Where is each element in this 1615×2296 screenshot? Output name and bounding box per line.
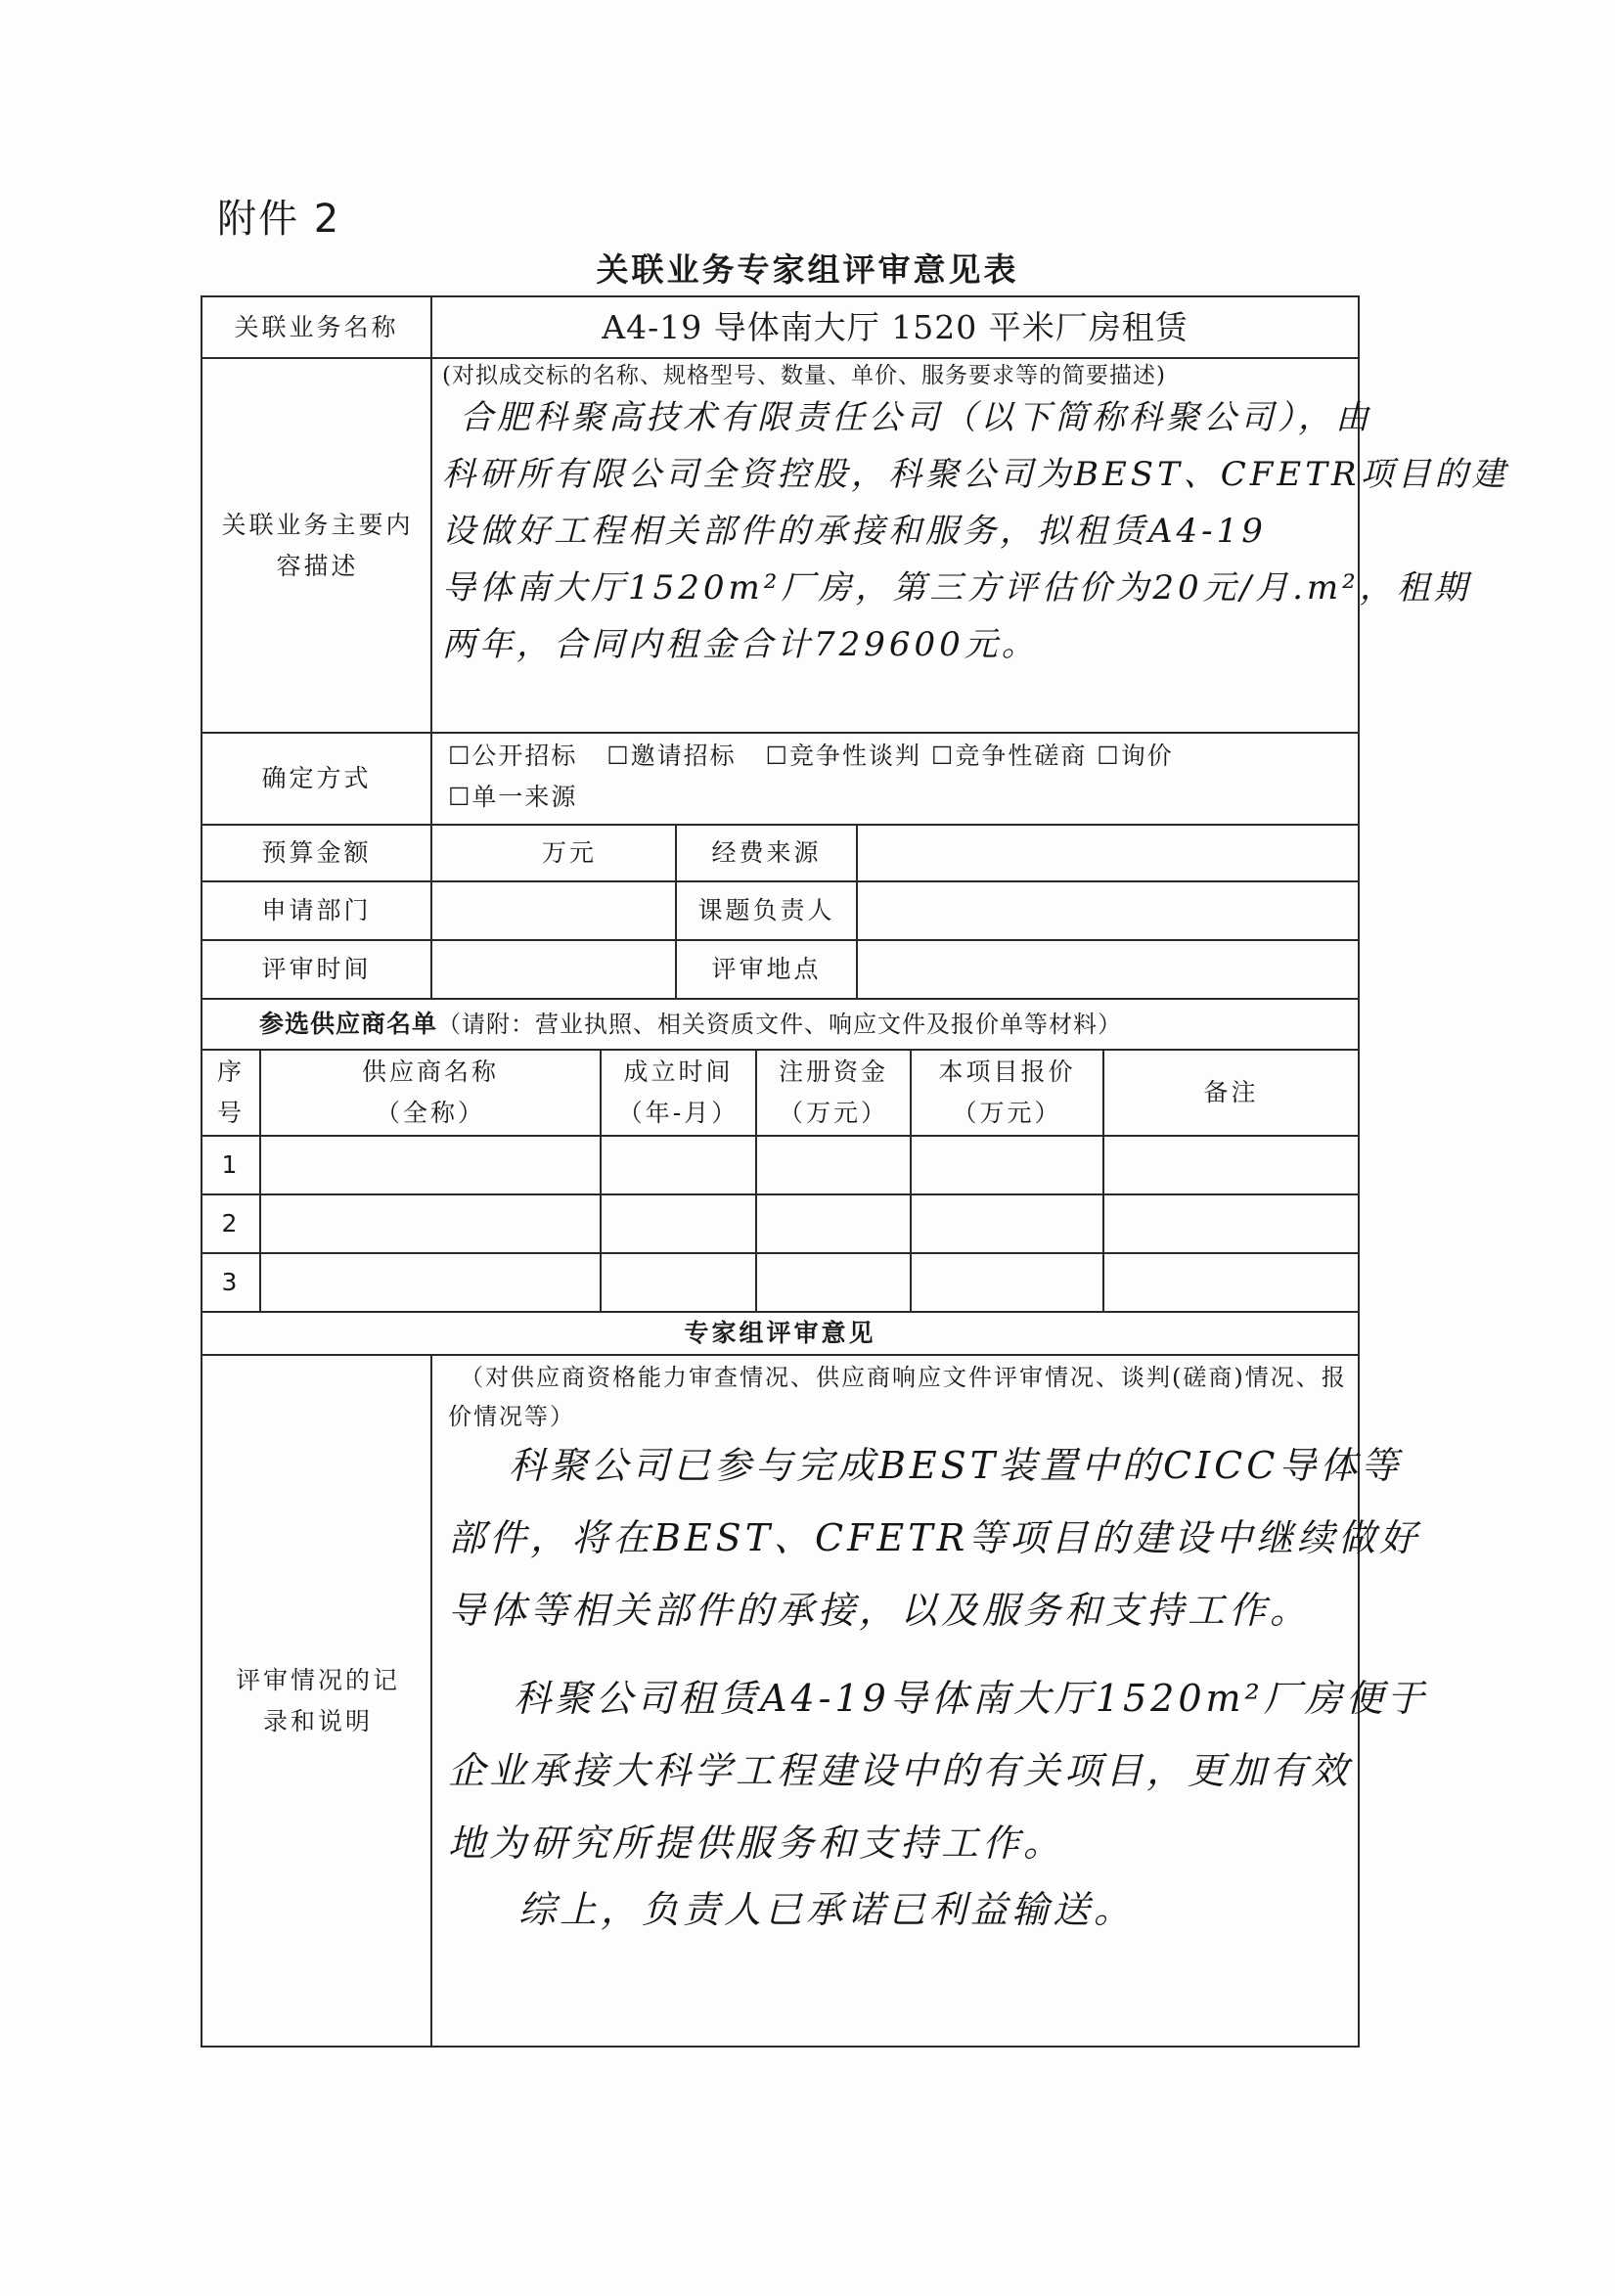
business-name-value: A4-19 导体南大厅 1520 平米厂房租赁 — [602, 307, 1189, 346]
content-line: 科研所有限公司全资控股，科聚公司为BEST、CFETR项目的建 — [442, 455, 1509, 494]
supplier-section-header — [202, 1000, 1358, 1049]
leader-label: 课题负责人 — [697, 896, 835, 924]
supplier-row-seq: 2 — [221, 1209, 241, 1238]
review-line: 综上，负责人已承诺已利益输送。 — [518, 1888, 1136, 1931]
review-hint: （对供应商资格能力审查情况、供应商响应文件评审情况、谈判(磋商)情况、报价情况等） — [448, 1364, 1347, 1430]
content-label: 关联业务主要内容描述 — [221, 510, 414, 580]
content-line: 合肥科聚高技术有限责任公司（以下简称科聚公司），由 — [460, 398, 1372, 437]
budget-unit: 万元 — [541, 838, 597, 867]
content-line: 两年，合同内租金合计729600元。 — [442, 625, 1039, 664]
supplier-header-name: 供应商名称 （全称） — [361, 1058, 499, 1127]
supplier-row-seq: 3 — [221, 1268, 241, 1296]
method-inquiry-checkbox[interactable]: ☐询价 — [1097, 742, 1174, 770]
supplier-header-quote: 本项目报价 （万元） — [938, 1058, 1076, 1127]
method-open-tender-checkbox[interactable]: ☐公开招标 — [448, 742, 578, 770]
review-place-label: 评审地点 — [711, 955, 822, 983]
method-competitive-consultation-checkbox[interactable]: ☐竞争性磋商 — [930, 742, 1088, 770]
review-record-label: 评审情况的记录和说明 — [235, 1665, 400, 1735]
method-options — [448, 736, 1348, 818]
budget-label: 预算金额 — [261, 838, 372, 867]
supplier-section-note: （请附：营业执照、相关资质文件、响应文件及报价单等材料） — [437, 1011, 1123, 1038]
review-time-label: 评审时间 — [261, 955, 372, 983]
supplier-header-remark: 备注 — [1203, 1078, 1259, 1106]
review-line: 科聚公司已参与完成BEST装置中的CICC导体等 — [509, 1444, 1403, 1487]
supplier-header-founded: 成立时间 （年-月） — [617, 1058, 740, 1127]
supplier-section-title: 参选供应商名单 — [259, 1010, 438, 1038]
supplier-header-seq: 序 号 — [216, 1058, 245, 1127]
method-invited-tender-checkbox[interactable]: ☐邀请招标 — [606, 742, 737, 770]
review-line: 科聚公司租赁A4-19导体南大厅1520m²厂房便于 — [514, 1677, 1428, 1720]
document-title: 关联业务专家组评审意见表 — [596, 250, 1019, 289]
method-single-source-checkbox[interactable]: ☐单一来源 — [448, 783, 578, 811]
expert-section-title: 专家组评审意见 — [684, 1319, 876, 1347]
content-line: 导体南大厅1520m²厂房，第三方评估价为20元/月.m²，租期 — [442, 568, 1471, 608]
content-hint: (对拟成交标的名称、规格型号、数量、单价、服务要求等的简要描述) — [442, 363, 1166, 388]
fund-source-label: 经费来源 — [711, 838, 822, 867]
method-label: 确定方式 — [261, 764, 372, 792]
attachment-label: 附件 2 — [217, 197, 341, 242]
business-name-label: 关联业务名称 — [234, 312, 399, 341]
review-line: 部件，将在BEST、CFETR等项目的建设中继续做好 — [448, 1516, 1421, 1559]
supplier-header-capital: 注册资金 （万元） — [778, 1058, 888, 1127]
content-line: 设做好工程相关部件的承接和服务，拟租赁A4-19 — [442, 512, 1267, 551]
review-line: 企业承接大科学工程建设中的有关项目，更加有效 — [448, 1749, 1353, 1792]
review-line: 地为研究所提供服务和支持工作。 — [448, 1822, 1065, 1865]
dept-label: 申请部门 — [261, 896, 372, 924]
review-line: 导体等相关部件的承接，以及服务和支持工作。 — [448, 1589, 1312, 1632]
method-competitive-negotiation-checkbox[interactable]: ☐竞争性谈判 — [765, 742, 921, 770]
supplier-row-seq: 1 — [221, 1150, 241, 1179]
